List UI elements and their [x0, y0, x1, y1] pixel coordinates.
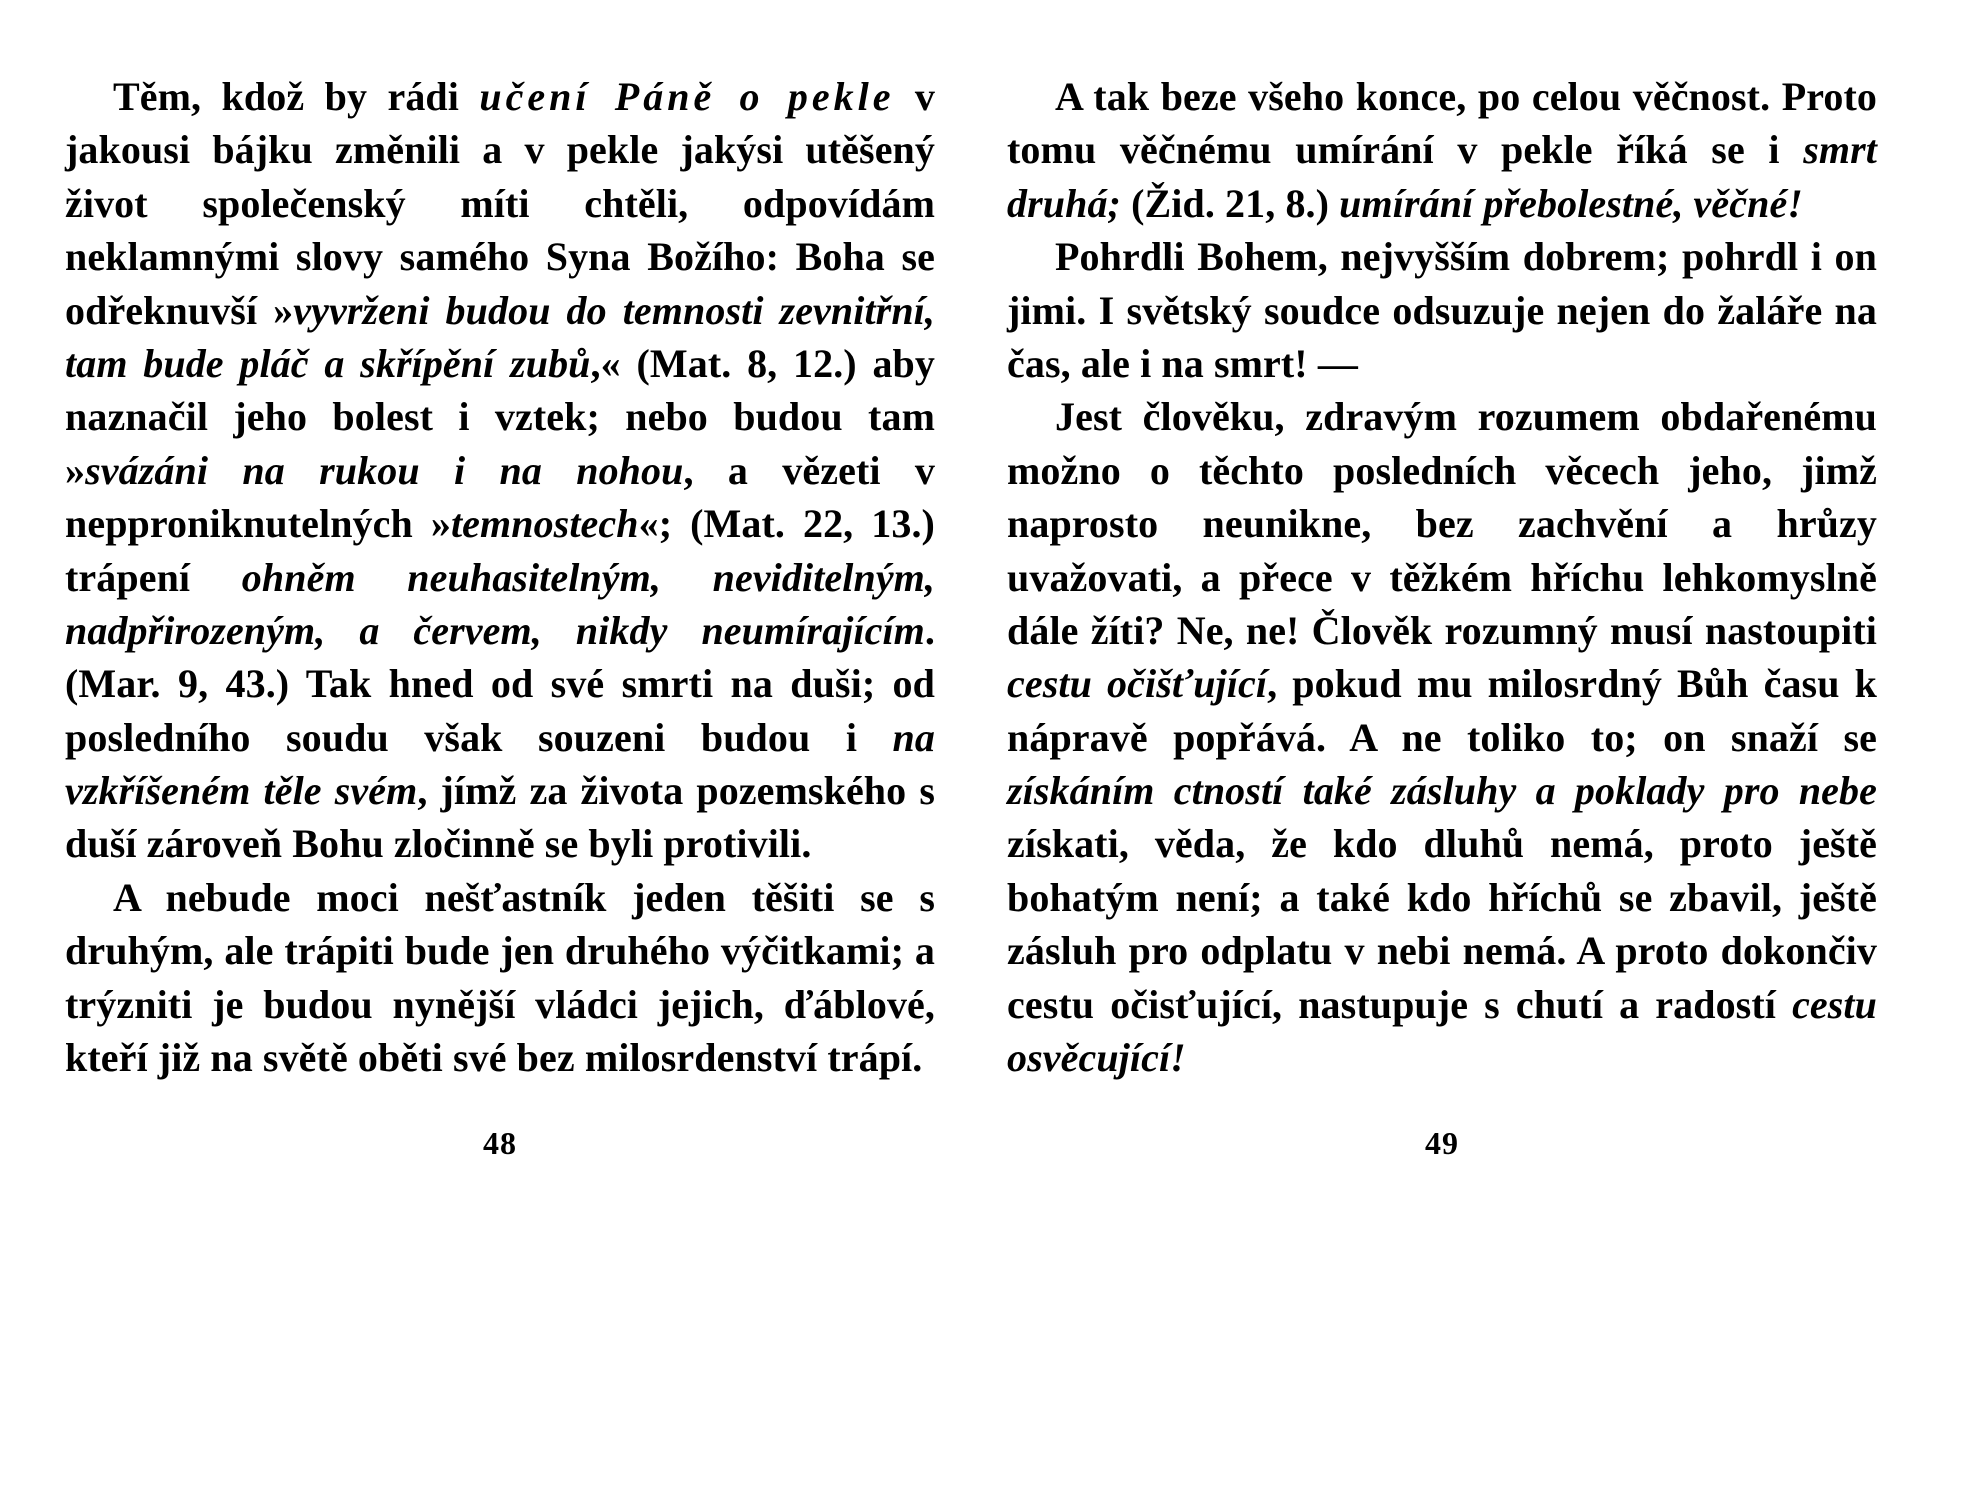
- emphasis: vyvrženi budou do temnosti zevnitřní, tam bude pláč a skřípění zubů: [65, 287, 935, 386]
- emphasis: získáním ctností také zásluhy a poklady pro nebe: [1007, 768, 1877, 814]
- emphasis: na vzkříšeném těle svém: [65, 714, 935, 814]
- emphasis: smrt druhá;: [1007, 127, 1877, 226]
- emphasis: temnostech: [450, 501, 639, 547]
- paragraph: [1007, 70, 1877, 230]
- text-run: ,« (Mat. 8, 12.) aby naznačil jeho bolest i vztek; nebo budou tam »: [65, 340, 935, 493]
- right-page-text-block: [1007, 70, 1877, 1084]
- text-run: , a vězeti v nepproniknutelných »: [65, 447, 935, 547]
- emphasis: cestu osvěcující!: [1007, 981, 1877, 1081]
- page-number: 49: [1425, 1125, 1459, 1161]
- text-run: Těm, kdož by rádi: [113, 74, 480, 119]
- text-run: (Žid. 21, 8.): [1120, 180, 1340, 226]
- text-run: «; (Mat. 22, 13.) trápení: [65, 501, 935, 600]
- text-run: získati, věda, že kdo dluhů nemá, proto ještě bohatým není; a také kdo hříchů se zbavil, ještě zásluh pro odplatu v nebi nemá. A proto dokončiv cestu očisťující, nastupuje s chutí a radostí: [1007, 821, 1877, 1027]
- text-run: v jakousi bájku změnili a v pekle jakýsi utěšený život společenský míti chtěli, odpovídám neklamnými slovy samého Syna Božího: Boha se odřeknuvší »: [65, 74, 935, 333]
- text-run: , pokud mu milosrdný Bůh času k nápravě popřává. A ne toliko to; on snaží se: [1007, 661, 1878, 760]
- paragraph: [1007, 390, 1877, 1084]
- emphasis: ohněm neuhasitelným, neviditelným, nadpřirozeným, a červem, nikdy neumírajícím: [65, 554, 935, 653]
- paragraph: [65, 70, 935, 871]
- paragraph: [65, 871, 935, 1085]
- text-run: , jímž za života pozemského s duší zároveň Bohu zločinně se byli protivili.: [65, 768, 935, 867]
- page-number: 48: [483, 1125, 517, 1161]
- text-run: A tak beze všeho konce, po celou věčnost. Proto tomu věčnému umírání v pekle říká se i: [1007, 74, 1877, 173]
- text-run: Jest člověku, zdravým rozumem obdařenému možno o těchto posledních věcech jeho, jimž naprosto neunikne, bez zachvění a hrůzy uvažovati, a přece v těžkém hříchu lehkomyslně dále žíti? Ne, ne! Člověk rozumný musí nastoupiti: [1007, 394, 1877, 653]
- paragraph: [1007, 230, 1877, 390]
- text-run: Pohrdli Bohem, nejvyšším dobrem; pohrdl i on jimi. I světský soudce odsuzuje nejen do žaláře na čas, ale i na smrt! —: [1007, 234, 1877, 386]
- left-page: [65, 70, 935, 1500]
- text-run: A nebude moci nešťastník jeden těšiti se s druhým, ale trápiti bude jen druhého výčitkami; a trýzniti je budou nynější vládci jejich, ďáblové, kteří již na světě oběti své bez milosrdenství trápí.: [65, 874, 935, 1081]
- emphasis: cestu očišťující: [1007, 661, 1268, 707]
- right-page: [1007, 70, 1877, 1500]
- left-page-text-block: [65, 70, 935, 1084]
- emphasis-spaced: učení Páně o pekle: [479, 74, 895, 119]
- text-run: . (Mar. 9, 43.) Tak hned od své smrti na duši; od posledního soudu však souzeni budou i: [65, 607, 935, 760]
- emphasis: svázáni na rukou i na nohou: [85, 447, 684, 493]
- emphasis: umírání přebolestné, věčné!: [1339, 180, 1803, 226]
